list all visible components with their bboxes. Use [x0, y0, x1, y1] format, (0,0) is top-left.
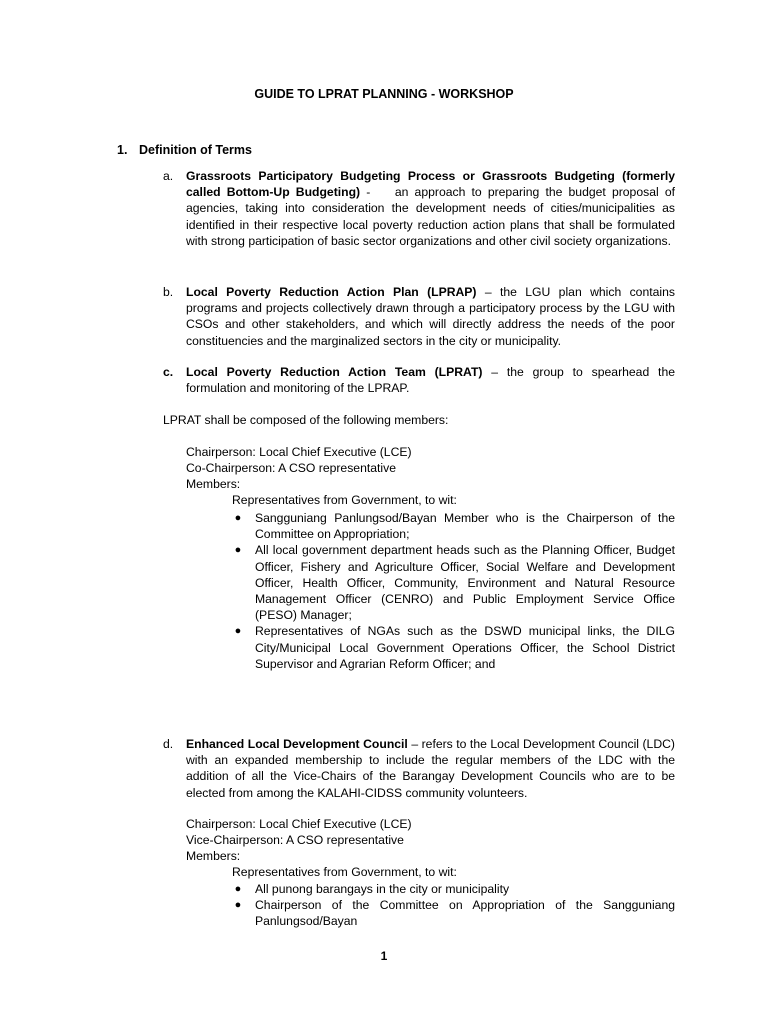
list-item: ● All punong barangays in the city or municipality	[232, 881, 675, 897]
list-item: ● All local government department heads such as the Planning Officer, Budget Officer, Fishery and Agriculture Officer, Social Welfare and Development Officer, Health Officer, Community, Environment and Natural Resource Management Officer (CENRO) and Public Employment Service Office (PESO) Manager;	[232, 542, 675, 623]
page-number: 1	[380, 949, 388, 963]
item-definition: an approach to preparing the budget proposal of agencies, taking into consideration the development needs of cities/municipalities as identified in their respective local poverty reduction action plans that shall be formulated with strong participation of basic sector organizations and other civil society organizations.	[186, 185, 679, 248]
item-term: Local Poverty Reduction Action Plan (LPRAP)	[186, 285, 477, 299]
item-term: Local Poverty Reduction Action Team (LPRAT)	[186, 365, 483, 379]
item-letter: c.	[163, 365, 174, 379]
list-item: ● Sangguniang Panlungsod/Bayan Member who is the Chairperson of the Committee on Appropriation;	[232, 510, 675, 542]
item-term: Enhanced Local Development Council	[186, 737, 408, 751]
item-letter: b.	[163, 285, 174, 299]
bullet-icon: ●	[234, 899, 242, 912]
definition-item-b	[163, 284, 675, 349]
item-definition: – the LGU plan which contains programs and projects collectively drawn through a participatory process by the LGU with CSOs and other stakeholders, and which will directly address the needs of the poor constituencies and the marginalized sectors in the city or municipality.	[186, 285, 675, 348]
section-heading	[117, 142, 252, 158]
eldc-member-list	[232, 881, 675, 930]
lprat-chairperson: Chairperson: Local Chief Executive (LCE)	[186, 445, 412, 459]
definition-item-a	[163, 168, 679, 249]
eldc-gov-label: Representatives from Government, to wit:	[232, 865, 457, 879]
lprat-co-chairperson: Co-Chairperson: A CSO representative	[186, 461, 396, 475]
item-definition: – refers to the Local Development Council (LDC) with an expanded membership to include the regular members of the LDC with the addition of all the Vice-Chairs of the Barangay Development Councils who are to be elected from among the KALAHI-CIDSS community volunteers.	[186, 737, 675, 800]
eldc-members-label: Members:	[186, 849, 241, 863]
bullet-icon: ●	[234, 883, 242, 895]
item-letter: d.	[163, 737, 174, 751]
lprat-member-list	[232, 510, 675, 672]
bullet-icon: ●	[234, 625, 242, 638]
eldc-vice-chairperson: Vice-Chairperson: A CSO representative	[186, 833, 404, 847]
document-title: GUIDE TO LPRAT PLANNING - WORKSHOP	[254, 87, 514, 101]
section-number: 1.	[117, 143, 128, 157]
item-term: Grassroots Participatory Budgeting Process or Grassroots Budgeting (formerly called Bottom-Up Budgeting)	[186, 169, 675, 200]
eldc-chairperson: Chairperson: Local Chief Executive (LCE)	[186, 817, 412, 831]
item-letter: a.	[163, 169, 174, 183]
item-separator: -	[360, 185, 371, 200]
section-title: Definition of Terms	[139, 143, 252, 157]
lprat-intro: LPRAT shall be composed of the following members:	[163, 413, 449, 427]
bullet-icon: ●	[234, 544, 242, 557]
list-item: ● Representatives of NGAs such as the DSWD municipal links, the DILG City/Municipal Local Government Operations Officer, the School District Supervisor and Agrarian Reform Officer; and	[232, 623, 675, 672]
item-definition: – the group to spearhead the formulation and monitoring of the LPRAP.	[186, 365, 675, 396]
definition-item-c	[163, 364, 675, 396]
list-item: ● Chairperson of the Committee on Appropriation of the Sangguniang Panlungsod/Bayan	[232, 897, 675, 929]
lprat-members-label: Members:	[186, 477, 241, 491]
lprat-gov-label: Representatives from Government, to wit:	[232, 493, 457, 507]
definition-item-d	[163, 736, 675, 801]
bullet-icon: ●	[234, 512, 242, 524]
